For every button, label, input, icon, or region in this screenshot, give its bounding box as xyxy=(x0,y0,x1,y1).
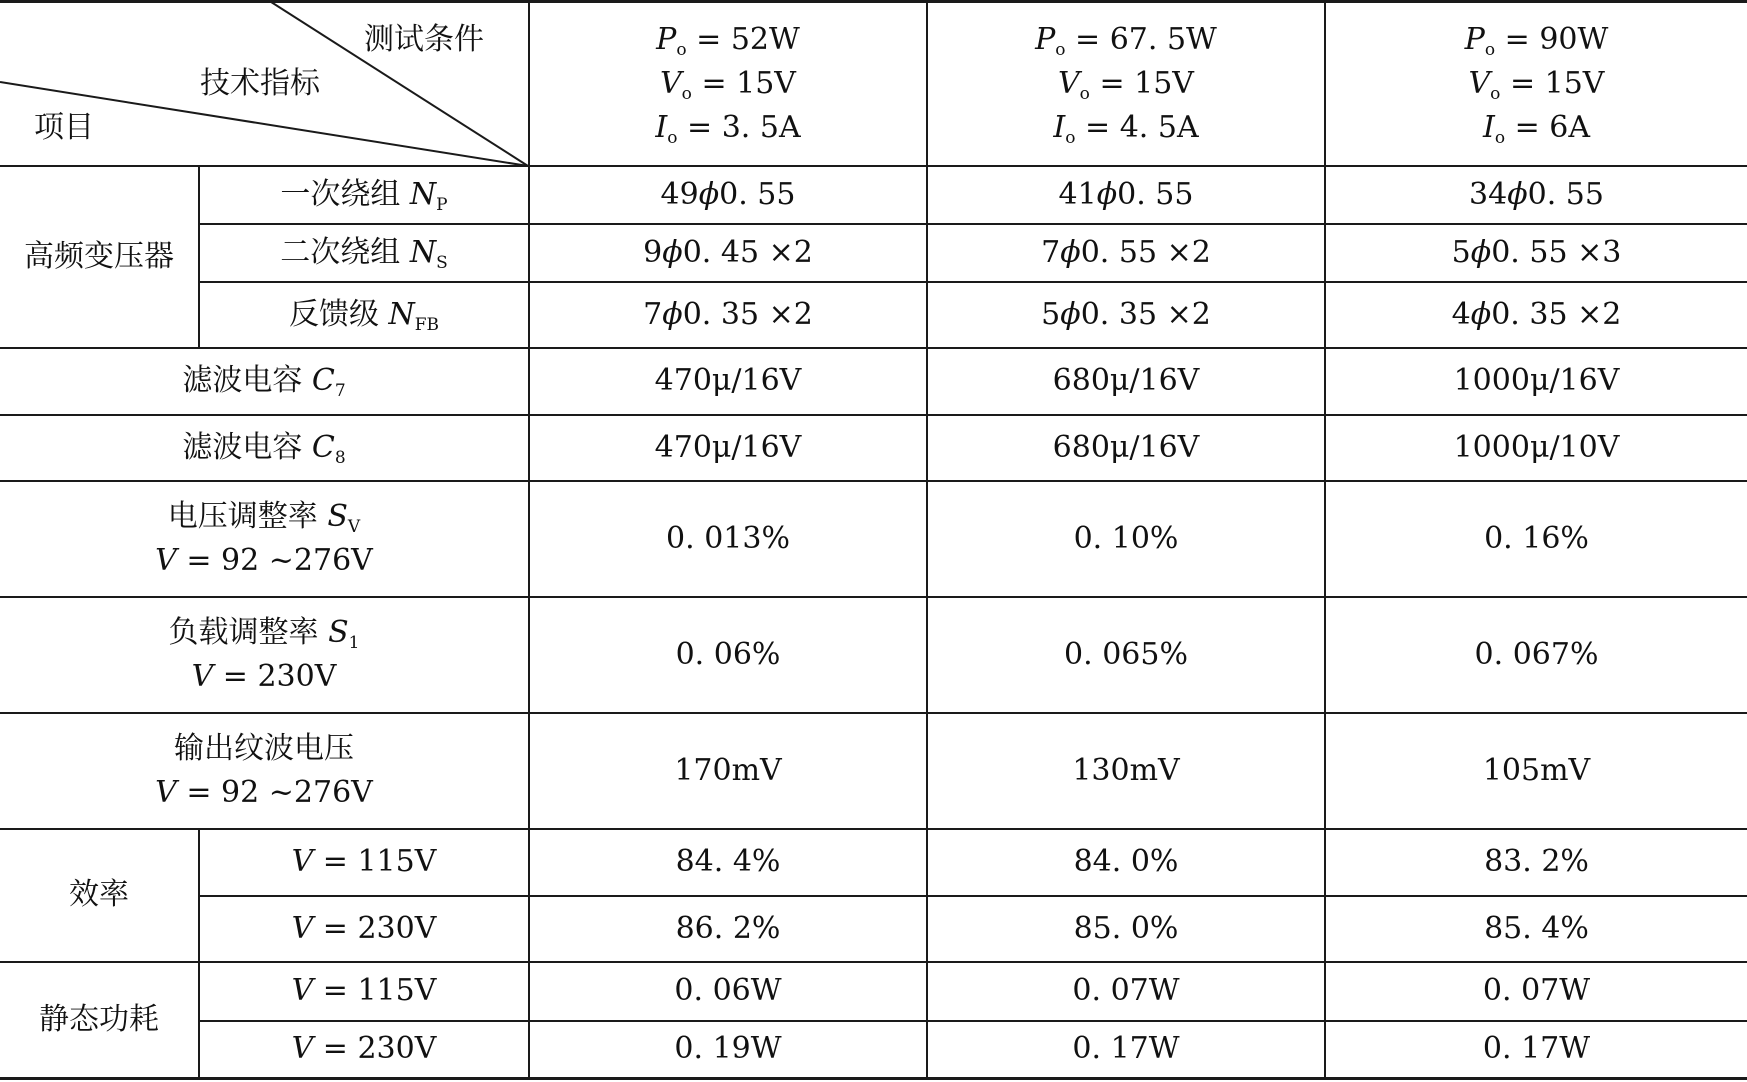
table-cell: 0. 065% xyxy=(1064,636,1188,672)
row-label: V = 115V xyxy=(291,973,437,1008)
table-cell: 0. 17W xyxy=(1072,1031,1180,1066)
table-cell: 41ϕ0. 55 xyxy=(1058,176,1194,212)
table-cell: 9ϕ0. 45 ×2 xyxy=(643,234,813,270)
table-cell: 0. 013% xyxy=(666,520,790,556)
table-cell: 4ϕ0. 35 ×2 xyxy=(1451,296,1622,332)
table-cell: 0. 10% xyxy=(1073,520,1179,556)
row-label: V = 115V xyxy=(291,844,437,879)
row-label: 滤波电容 $C_7$ xyxy=(182,363,346,401)
row-label: 电压调整率 $S_V$ V = 92 ~276V xyxy=(155,498,373,578)
table-cell: 7ϕ0. 35 ×2 xyxy=(643,296,813,332)
table-cell: 7ϕ0. 55 ×2 xyxy=(1041,234,1211,270)
table-cell: 170mV xyxy=(674,752,782,788)
table-cell: 105mV xyxy=(1482,752,1591,788)
efficiency-group-label: 效率 xyxy=(69,877,129,912)
table-cell: 680μ/16V xyxy=(1052,363,1200,398)
condition-header-2: $P_o = 67$. 5W $V_o = 15V$ $I_o = 4$. 5A xyxy=(1035,21,1217,148)
table-cell: 5ϕ0. 55 ×3 xyxy=(1451,234,1622,270)
table-bottom-border xyxy=(0,1077,1747,1080)
table-cell: 130mV xyxy=(1072,752,1180,788)
row-label: 反馈级 $N_{FB}$ xyxy=(288,296,440,335)
row-label: V = 230V xyxy=(291,910,437,946)
row-label: 负载调整率 $S_1$ V = 230V xyxy=(168,614,360,694)
table-cell: 85. 4% xyxy=(1484,910,1589,946)
table-cell: 0. 07W xyxy=(1072,973,1180,1008)
corner-metric: 技术指标 xyxy=(200,66,320,101)
table-cell: 0. 16% xyxy=(1484,520,1589,556)
table-cell: 84. 0% xyxy=(1073,844,1179,879)
table-cell: 0. 19W xyxy=(674,1031,782,1066)
condition-header-3: $P_o = 90W$ $V_o = 15V$ $I_o = 6A$ xyxy=(1464,21,1609,148)
table-cell: 0. 07W xyxy=(1482,973,1591,1008)
row-label: 输出纹波电压 V = 92 ~276V xyxy=(155,730,373,810)
table-cell: 470μ/16V xyxy=(654,429,802,465)
table-cell: 84. 4% xyxy=(675,844,781,879)
corner-item: 项目 xyxy=(34,110,94,145)
row-label: 一次绕组 $N_P$ xyxy=(280,176,448,215)
table-cell: 1000μ/16V xyxy=(1453,363,1620,398)
standby-group-label: 静态功耗 xyxy=(39,1001,159,1037)
transformer-group-label: 高频变压器 xyxy=(24,238,174,274)
row-label: 滤波电容 $C_8$ xyxy=(182,429,346,468)
table-cell: 49ϕ0. 55 xyxy=(660,176,796,212)
table-cell: 0. 067% xyxy=(1474,636,1599,672)
table-cell: 5ϕ0. 35 ×2 xyxy=(1041,296,1211,332)
table-cell: 680μ/16V xyxy=(1052,429,1200,465)
table-cell: 0. 06W xyxy=(674,973,782,1008)
table-cell: 34ϕ0. 55 xyxy=(1469,176,1604,212)
table-cell: 1000μ/10V xyxy=(1453,429,1620,465)
table-cell: 85. 0% xyxy=(1073,910,1179,946)
table-cell: 470μ/16V xyxy=(654,363,802,398)
row-label: V = 230V xyxy=(291,1031,437,1066)
table-cell: 86. 2% xyxy=(675,910,781,946)
table-cell: 0. 17W xyxy=(1482,1031,1591,1066)
row-label: 二次绕组 $N_S$ xyxy=(280,234,448,273)
table-cell: 0. 06% xyxy=(675,636,781,672)
condition-header-1: $P_o = 52W$ $V_o = 15V$ $I_o = 3$. 5A xyxy=(655,21,801,148)
corner-test-conditions: 测试条件 xyxy=(364,22,484,57)
table-cell: 83. 2% xyxy=(1484,844,1589,879)
